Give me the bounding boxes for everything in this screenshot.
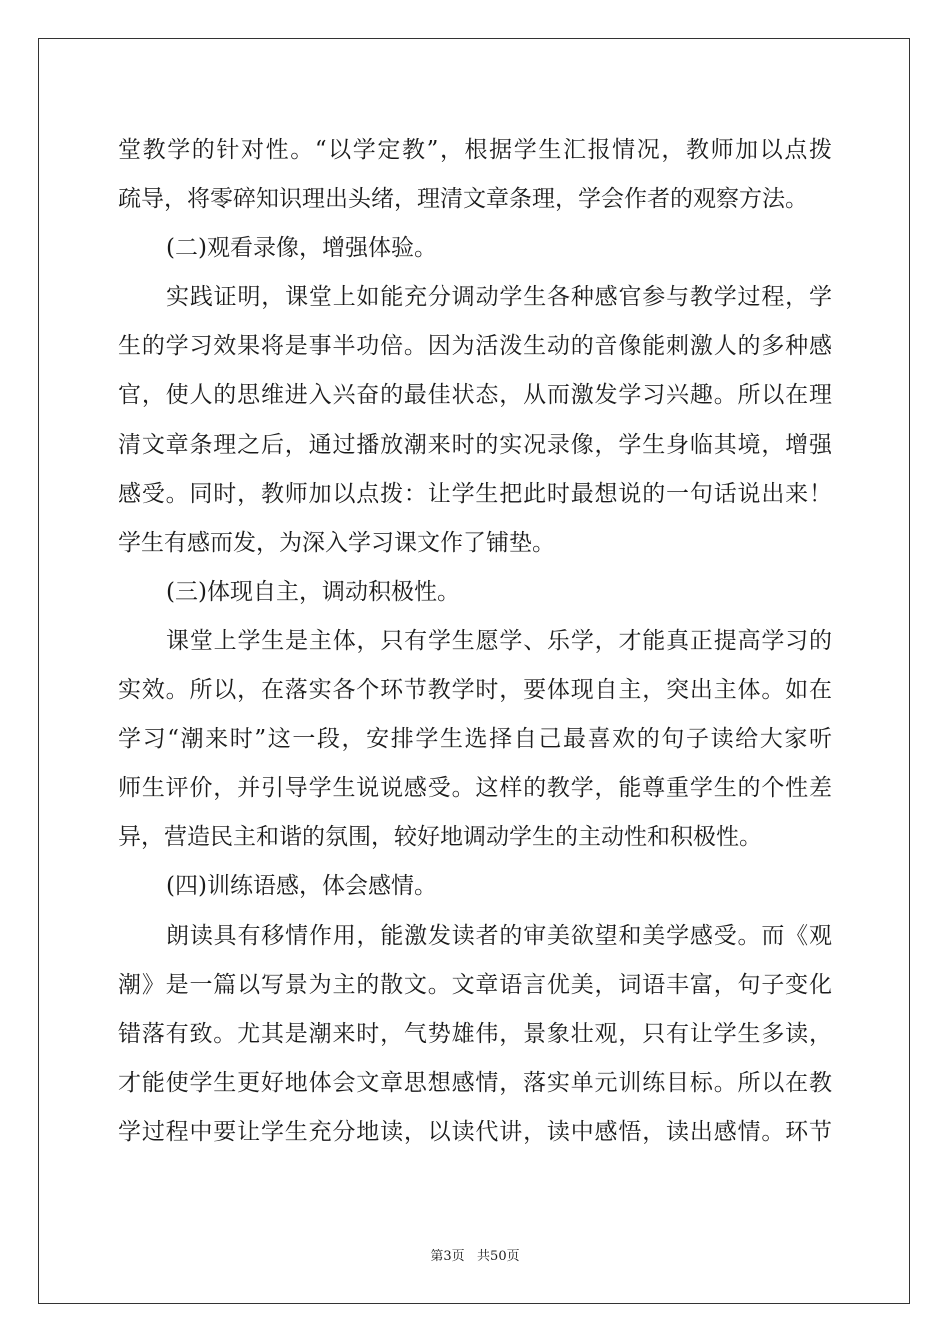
text-line: 异，营造民主和谐的氛围，较好地调动学生的主动性和积极性。 [118, 824, 762, 851]
text-line: 实践证明，课堂上如能充分调动学生各种感官参与教学过程，学 [166, 284, 832, 311]
section-heading: (四)训练语感，体会感情。 [166, 873, 437, 900]
text-line: 生的学习效果将是事半功倍。因为活泼生动的音像能刺激人的多种感 [118, 333, 832, 360]
text-line: 清文章条理之后，通过播放潮来时的实况录像，学生身临其境，增强 [118, 431, 832, 458]
text-line: 学生有感而发，为深入学习课文作了铺垫。 [118, 529, 555, 556]
text-line: 感受。同时，教师加以点拨：让学生把此时最想说的一句话说出来！ [118, 480, 832, 507]
text-line: 课堂上学生是主体，只有学生愿学、乐学，才能真正提高学习的 [166, 627, 832, 654]
text-line: 堂教学的针对性。“以学定教”，根据学生汇报情况，教师加以点拨 [118, 137, 832, 163]
text-line: 师生评价，并引导学生说说感受。这样的教学，能尊重学生的个性差 [118, 775, 832, 802]
section-heading: (三)体现自主，调动积极性。 [166, 578, 460, 605]
text-line: 官，使人的思维进入兴奋的最佳状态，从而激发学习兴趣。所以在理 [118, 382, 832, 409]
text-line: 学习“潮来时”这一段，安排学生选择自己最喜欢的句子读给大家听 [118, 726, 832, 753]
page-number: 第3页 共50页 [430, 1249, 520, 1264]
text-line: 实效。所以，在落实各个环节教学时，要体现自主，突出主体。如在 [118, 677, 832, 704]
text-line: 疏导，将零碎知识理出头绪，理清文章条理，学会作者的观察方法。 [118, 186, 808, 213]
document-body [118, 126, 832, 1157]
text-line: 潮》是一篇以写景为主的散文。文章语言优美，词语丰富，句子变化 [118, 971, 832, 998]
section-heading: (二)观看录像，增强体验。 [166, 235, 437, 262]
page-footer [0, 1245, 950, 1264]
text-line: 才能使学生更好地体会文章思想感情，落实单元训练目标。所以在教 [118, 1069, 832, 1096]
text-line: 学过程中要让学生充分地读，以读代讲，读中感悟，读出感情。环节 [118, 1118, 832, 1145]
text-line: 错落有致。尤其是潮来时，气势雄伟，景象壮观，只有让学生多读， [118, 1020, 832, 1047]
text-line: 朗读具有移情作用，能激发读者的审美欲望和美学感受。而《观 [166, 922, 832, 949]
